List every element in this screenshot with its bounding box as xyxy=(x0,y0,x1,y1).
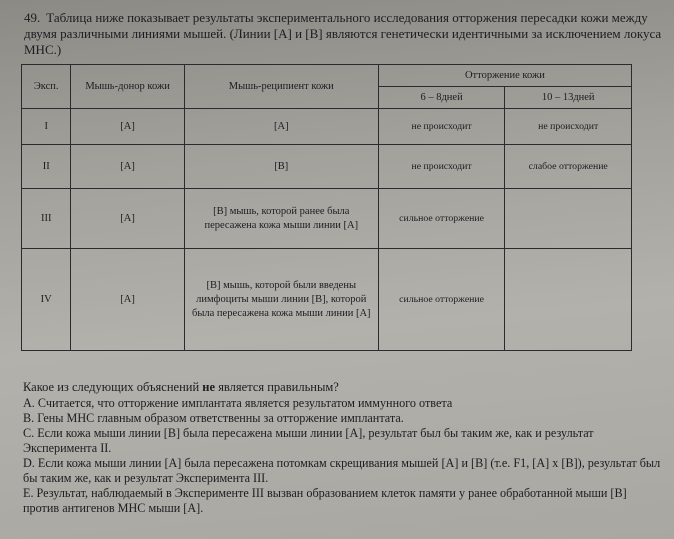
cell-exp: III xyxy=(22,189,71,249)
table-header-row xyxy=(22,65,632,87)
cell-recipient: [B] xyxy=(184,145,378,189)
header-days-early: 6 – 8дней xyxy=(378,87,505,109)
cell-recipient: [A] xyxy=(184,109,378,145)
header-rejection: Отторжение кожи xyxy=(378,65,631,87)
table-row xyxy=(22,109,632,145)
cell-exp: II xyxy=(22,145,71,189)
cell-early: сильное отторжение xyxy=(378,189,505,249)
answer-option-c: C. Если кожа мыши линии [B] была пересажена мыши линии [A], результат был бы таким же, как и результат Эксперимента II. xyxy=(23,426,594,455)
cell-early: не происходит xyxy=(378,109,505,145)
cell-donor: [A] xyxy=(71,189,184,249)
header-days-late: 10 – 13дней xyxy=(505,87,632,109)
header-exp: Эксп. xyxy=(22,65,71,109)
cell-recipient: [B] мышь, которой были введены лимфоциты мыши линии [B], которой была пересажена кожа мыши линии [A] xyxy=(184,249,378,351)
prompt-after: является правильным? xyxy=(215,380,339,394)
cell-late xyxy=(505,249,632,351)
answer-option-e: E. Результат, наблюдаемый в Эксперименте III вызван образованием клеток памяти у ранее обработанной мыши [B] против антигенов MHC мыши [A]. xyxy=(23,486,627,515)
cell-late: слабое отторжение xyxy=(505,145,632,189)
table-row xyxy=(22,189,632,249)
cell-donor: [A] xyxy=(71,109,184,145)
table-row xyxy=(22,145,632,189)
prompt-emphasis: не xyxy=(202,380,216,394)
cell-recipient: [B] мышь, которой ранее была пересажена кожа мыши линии [A] xyxy=(184,189,378,249)
question-intro xyxy=(24,10,664,58)
cell-late: не происходит xyxy=(505,109,632,145)
results-table xyxy=(21,64,632,351)
cell-early: сильное отторжение xyxy=(378,249,505,351)
question-number: 49. xyxy=(24,10,41,25)
header-donor: Мышь-донор кожи xyxy=(71,65,184,109)
cell-early: не происходит xyxy=(378,145,505,189)
cell-donor: [A] xyxy=(71,249,184,351)
prompt-before: Какое из следующих объяснений xyxy=(23,380,203,394)
question-text: Таблица ниже показывает результаты экспериментального исследования отторжения пересадки кожи между двумя различными линиями мышей. (Линии [A] и [B] являются генетически идентичными за исключением локуса MHC.) xyxy=(24,10,662,57)
answer-list xyxy=(23,396,663,516)
answer-option-d: D. Если кожа мыши линии [A] была пересажена потомкам скрещивания мышей [A] и [B] (т.е. F1, [A] x [B]), результат был бы таким же, как и результат Эксперимента III. xyxy=(23,456,661,485)
answer-option-a: A. Считается, что отторжение имплантата является результатом иммунного ответа xyxy=(23,396,453,410)
cell-exp: I xyxy=(22,109,71,145)
table-row xyxy=(22,249,632,351)
question-prompt xyxy=(23,380,663,395)
answer-option-b: B. Гены MHC главным образом ответственны за отторжение имплантата. xyxy=(23,411,404,425)
cell-late xyxy=(505,189,632,249)
header-recipient: Мышь-реципиент кожи xyxy=(184,65,378,109)
cell-exp: IV xyxy=(22,249,71,351)
cell-donor: [A] xyxy=(71,145,184,189)
